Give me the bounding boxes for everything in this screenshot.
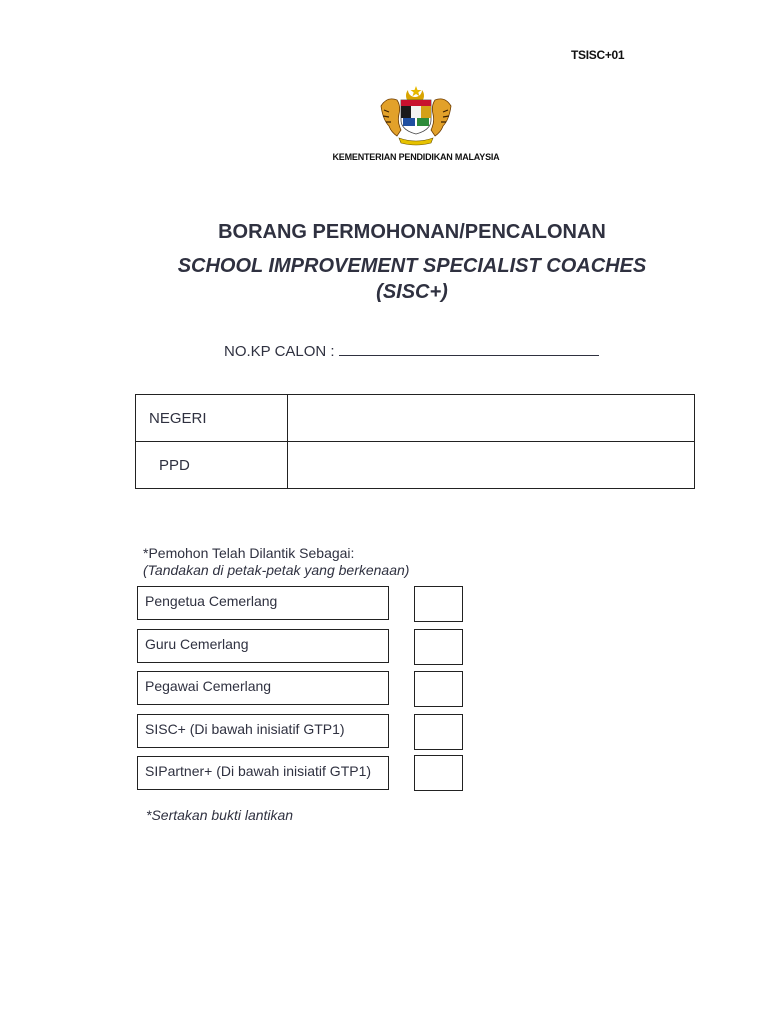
option-guru-cemerlang: Guru Cemerlang [137,629,389,663]
form-title: BORANG PERMOHONAN/PENCALONAN [218,221,606,243]
checkbox-pengetua-cemerlang[interactable] [414,586,463,622]
nokp-input-line[interactable] [339,341,599,356]
ministry-name: KEMENTERIAN PENDIDIKAN MALAYSIA [332,152,500,162]
nokp-field [224,341,599,360]
option-pengetua-cemerlang: Pengetua Cemerlang [137,586,389,620]
ppd-label: PPD [136,442,288,489]
footnote: *Sertakan bukti lantikan [146,807,294,823]
option-sipartner-plus: SIPartner+ (Di bawah inisiatif GTP1) [137,756,389,790]
appointment-note: *Pemohon Telah Dilantik Sebagai: [143,545,355,561]
negeri-input-cell[interactable] [288,395,695,442]
checkbox-sipartner-plus[interactable] [414,755,463,791]
document-code: TSISC+01 [571,48,625,62]
form-subtitle: SCHOOL IMPROVEMENT SPECIALIST COACHES [177,255,647,277]
checkbox-pegawai-cemerlang[interactable] [414,671,463,707]
malaysia-coat-of-arms-icon [375,84,457,148]
option-pegawai-cemerlang: Pegawai Cemerlang [137,671,389,705]
appointment-instruction: (Tandakan di petak-petak yang berkenaan) [143,562,410,578]
table-row [136,395,695,442]
checkbox-sisc-plus[interactable] [414,714,463,750]
negeri-label: NEGERI [136,395,288,442]
nokp-label: NO.KP CALON : [224,343,335,360]
checkbox-guru-cemerlang[interactable] [414,629,463,665]
location-table [135,394,695,489]
table-row [136,442,695,489]
ppd-input-cell[interactable] [288,442,695,489]
form-subtitle-abbrev: (SISC+) [376,281,448,303]
option-sisc-plus: SISC+ (Di bawah inisiatif GTP1) [137,714,389,748]
